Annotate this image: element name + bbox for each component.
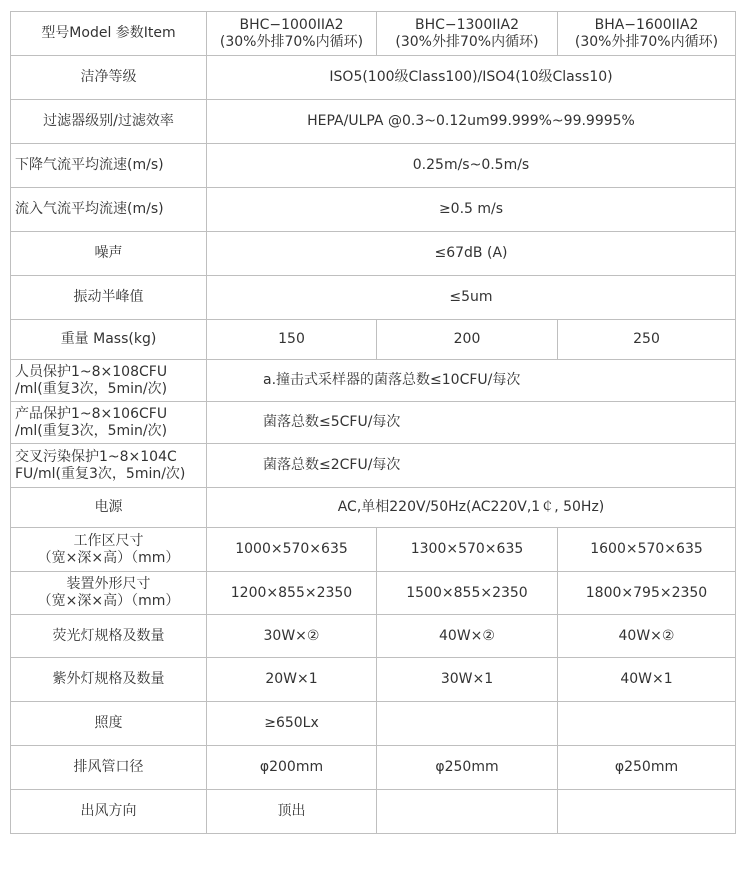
filter-value: HEPA/ULPA @0.3~0.12um99.999%~99.9995% (207, 100, 736, 144)
row-work-area (11, 528, 736, 572)
vibration-label: 振动半峰值 (11, 276, 207, 320)
work-area-value-2: 1300×570×635 (377, 528, 558, 572)
external-value-2: 1500×855×2350 (377, 572, 558, 615)
cross-label (11, 444, 207, 488)
row-vibration (11, 276, 736, 320)
power-value: AC,单相220V/50Hz(AC220V,1￠, 50Hz) (207, 488, 736, 528)
product-label-line1: 产品保护1~8×106CFU (15, 405, 168, 422)
row-product (11, 402, 736, 444)
exhaust-value-1: φ200mm (207, 746, 377, 790)
product-label (11, 402, 207, 444)
external-label (11, 572, 207, 615)
vibration-value: ≤5um (207, 276, 736, 320)
row-downflow (11, 144, 736, 188)
weight-label: 重量 Mass(kg) (11, 320, 207, 360)
row-external (11, 572, 736, 615)
personnel-value: a.撞击式采样器的菌落总数≤10CFU/每次 (207, 360, 736, 402)
work-area-value-1: 1000×570×635 (207, 528, 377, 572)
cleanliness-label: 洁净等级 (11, 56, 207, 100)
illuminance-value-3 (558, 702, 736, 746)
model-1-name: BHC−1000IIA2 (239, 16, 344, 33)
work-area-label (11, 528, 207, 572)
model-2-header (377, 12, 558, 56)
row-uv (11, 658, 736, 702)
row-fluorescent (11, 615, 736, 658)
fluorescent-value-2: 40W×② (377, 615, 558, 658)
exhaust-label: 排风管口径 (11, 746, 207, 790)
outlet-value-1: 顶出 (207, 790, 377, 834)
outlet-value-3 (558, 790, 736, 834)
inflow-value: ≥0.5 m/s (207, 188, 736, 232)
work-area-value-3: 1600×570×635 (558, 528, 736, 572)
header-row (11, 12, 736, 56)
inflow-label: 流入气流平均流速(m/s) (11, 188, 207, 232)
illuminance-value-2 (377, 702, 558, 746)
illuminance-value-1: ≥650Lx (207, 702, 377, 746)
work-area-label-line2: （宽×深×高）（mm） (37, 549, 180, 566)
cross-value: 菌落总数≤2CFU/每次 (207, 444, 736, 488)
illuminance-label: 照度 (11, 702, 207, 746)
row-cross (11, 444, 736, 488)
product-label-line2: /ml(重复3次，5min/次) (15, 422, 168, 439)
downflow-label: 下降气流平均流速(m/s) (11, 144, 207, 188)
uv-value-2: 30W×1 (377, 658, 558, 702)
model-2-sub: (30%外排70%内循环) (395, 33, 539, 50)
fluorescent-value-3: 40W×② (558, 615, 736, 658)
model-3-sub: (30%外排70%内循环) (574, 33, 719, 50)
external-value-1: 1200×855×2350 (207, 572, 377, 615)
outlet-label: 出风方向 (11, 790, 207, 834)
external-label-line1: 装置外形尺寸 (66, 576, 151, 592)
model-3-name: BHA−1600IIA2 (594, 16, 699, 33)
personnel-label-line2: /ml(重复3次，5min/次) (15, 380, 168, 397)
outlet-value-2 (377, 790, 558, 834)
row-personnel (11, 360, 736, 402)
row-exhaust (11, 746, 736, 790)
weight-value-1: 150 (207, 320, 377, 360)
personnel-label (11, 360, 207, 402)
row-outlet (11, 790, 736, 834)
noise-value: ≤67dB (A) (207, 232, 736, 276)
row-illuminance (11, 702, 736, 746)
model-3-header (558, 12, 736, 56)
header-label: 型号Model 参数Item (11, 12, 207, 56)
row-power (11, 488, 736, 528)
external-value-3: 1800×795×2350 (558, 572, 736, 615)
cross-label-line2: FU/ml(重复3次，5min/次) (15, 465, 186, 482)
cleanliness-value: ISO5(100级Class100)/ISO4(10级Class10) (207, 56, 736, 100)
product-value: 菌落总数≤5CFU/每次 (207, 402, 736, 444)
weight-value-3: 250 (558, 320, 736, 360)
noise-label: 噪声 (11, 232, 207, 276)
row-cleanliness (11, 56, 736, 100)
model-1-header (207, 12, 377, 56)
personnel-label-line1: 人员保护1~8×108CFU (15, 363, 168, 380)
row-filter (11, 100, 736, 144)
row-inflow (11, 188, 736, 232)
filter-label: 过滤器级别/过滤效率 (11, 100, 207, 144)
spec-table (10, 11, 736, 834)
fluorescent-label: 荧光灯规格及数量 (11, 615, 207, 658)
exhaust-value-3: φ250mm (558, 746, 736, 790)
power-label: 电源 (11, 488, 207, 528)
model-1-sub: (30%外排70%内循环) (219, 33, 364, 50)
row-weight (11, 320, 736, 360)
work-area-label-line1: 工作区尺寸 (73, 532, 144, 549)
external-label-line2: （宽×深×高）（mm） (37, 593, 180, 609)
model-2-name: BHC−1300IIA2 (414, 16, 519, 33)
weight-value-2: 200 (377, 320, 558, 360)
row-noise (11, 232, 736, 276)
fluorescent-value-1: 30W×② (207, 615, 377, 658)
uv-value-3: 40W×1 (558, 658, 736, 702)
exhaust-value-2: φ250mm (377, 746, 558, 790)
uv-value-1: 20W×1 (207, 658, 377, 702)
uv-label: 紫外灯规格及数量 (11, 658, 207, 702)
downflow-value: 0.25m/s~0.5m/s (207, 144, 736, 188)
cross-label-line1: 交叉污染保护1~8×104C (15, 448, 177, 465)
